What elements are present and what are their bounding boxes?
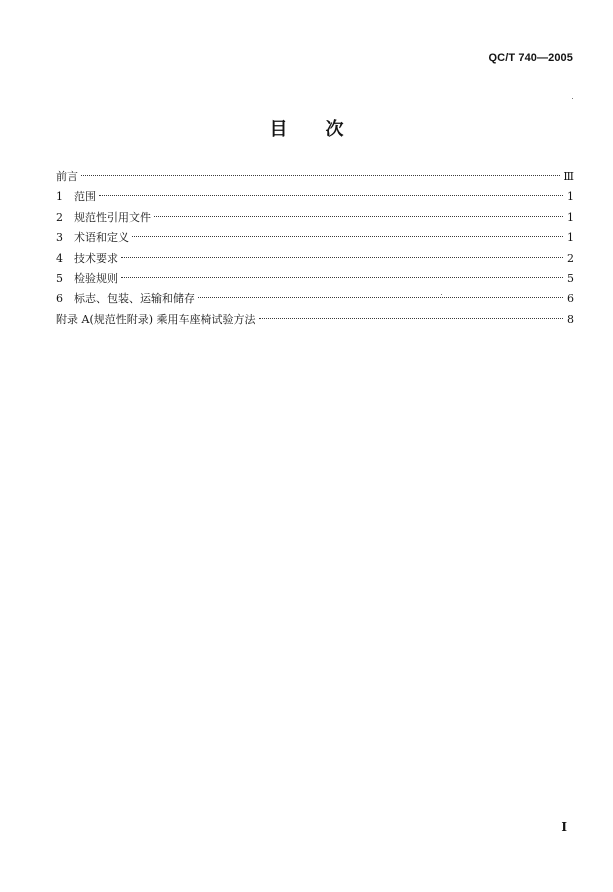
toc-entry-foreword[interactable] bbox=[56, 167, 574, 187]
toc-entry-scope[interactable] bbox=[56, 187, 574, 207]
toc-entry-title: 前言 bbox=[56, 170, 78, 183]
dot-leader bbox=[132, 236, 563, 237]
toc-entry-title: 检验规则 bbox=[74, 271, 118, 285]
toc-entry-title: 术语和定义 bbox=[74, 231, 129, 245]
page-number: I bbox=[561, 820, 567, 834]
dot-leader bbox=[121, 277, 563, 278]
dot-leader bbox=[154, 216, 563, 217]
toc-entry-marking-packaging[interactable] bbox=[56, 289, 574, 309]
toc-entry-title: 附录 A(规范性附录) 乘用车座椅试验方法 bbox=[56, 312, 256, 326]
toc-entry-page: 2 bbox=[567, 251, 574, 265]
title-char-2: 次 bbox=[325, 119, 344, 140]
toc-entry-page: 1 bbox=[567, 210, 574, 224]
toc-entry-number: 4 bbox=[56, 251, 63, 265]
toc-entry-page: 1 bbox=[567, 231, 574, 245]
toc-entry-page: 5 bbox=[567, 271, 574, 285]
dot-leader bbox=[259, 318, 563, 319]
page-title bbox=[0, 115, 613, 141]
dot-leader bbox=[121, 257, 563, 258]
toc-entry-number: 3 bbox=[56, 231, 63, 245]
toc-entry-inspection-rules[interactable] bbox=[56, 269, 574, 289]
toc-entry-page: 1 bbox=[567, 190, 574, 204]
dot-leader bbox=[81, 175, 560, 176]
scan-speck bbox=[572, 98, 573, 99]
toc-entry-appendix-a[interactable] bbox=[56, 310, 574, 330]
toc-entry-title: 范围 bbox=[74, 190, 96, 204]
dot-leader bbox=[198, 297, 563, 298]
toc-entry-normative-references[interactable] bbox=[56, 208, 574, 228]
toc-entry-page: 8 bbox=[567, 312, 574, 326]
toc-entry-title: 技术要求 bbox=[74, 251, 118, 265]
toc-entry-title: 规范性引用文件 bbox=[74, 210, 151, 224]
toc-entry-technical-requirements[interactable] bbox=[56, 249, 574, 269]
table-of-contents bbox=[56, 167, 574, 330]
dot-leader bbox=[99, 195, 563, 196]
toc-entry-number: 6 bbox=[56, 292, 63, 306]
scan-speck bbox=[441, 294, 442, 295]
toc-entry-title: 标志、包装、运输和储存 bbox=[74, 292, 195, 306]
title-char-1: 目 bbox=[269, 119, 288, 140]
standard-code: QC/T 740—2005 bbox=[488, 52, 573, 64]
toc-entry-page: Ⅲ bbox=[563, 170, 574, 183]
toc-entry-number: 5 bbox=[56, 271, 63, 285]
toc-entry-page: 6 bbox=[567, 292, 574, 306]
toc-entry-terms-definitions[interactable] bbox=[56, 228, 574, 248]
toc-entry-number: 1 bbox=[56, 190, 63, 204]
toc-entry-number: 2 bbox=[56, 210, 63, 224]
